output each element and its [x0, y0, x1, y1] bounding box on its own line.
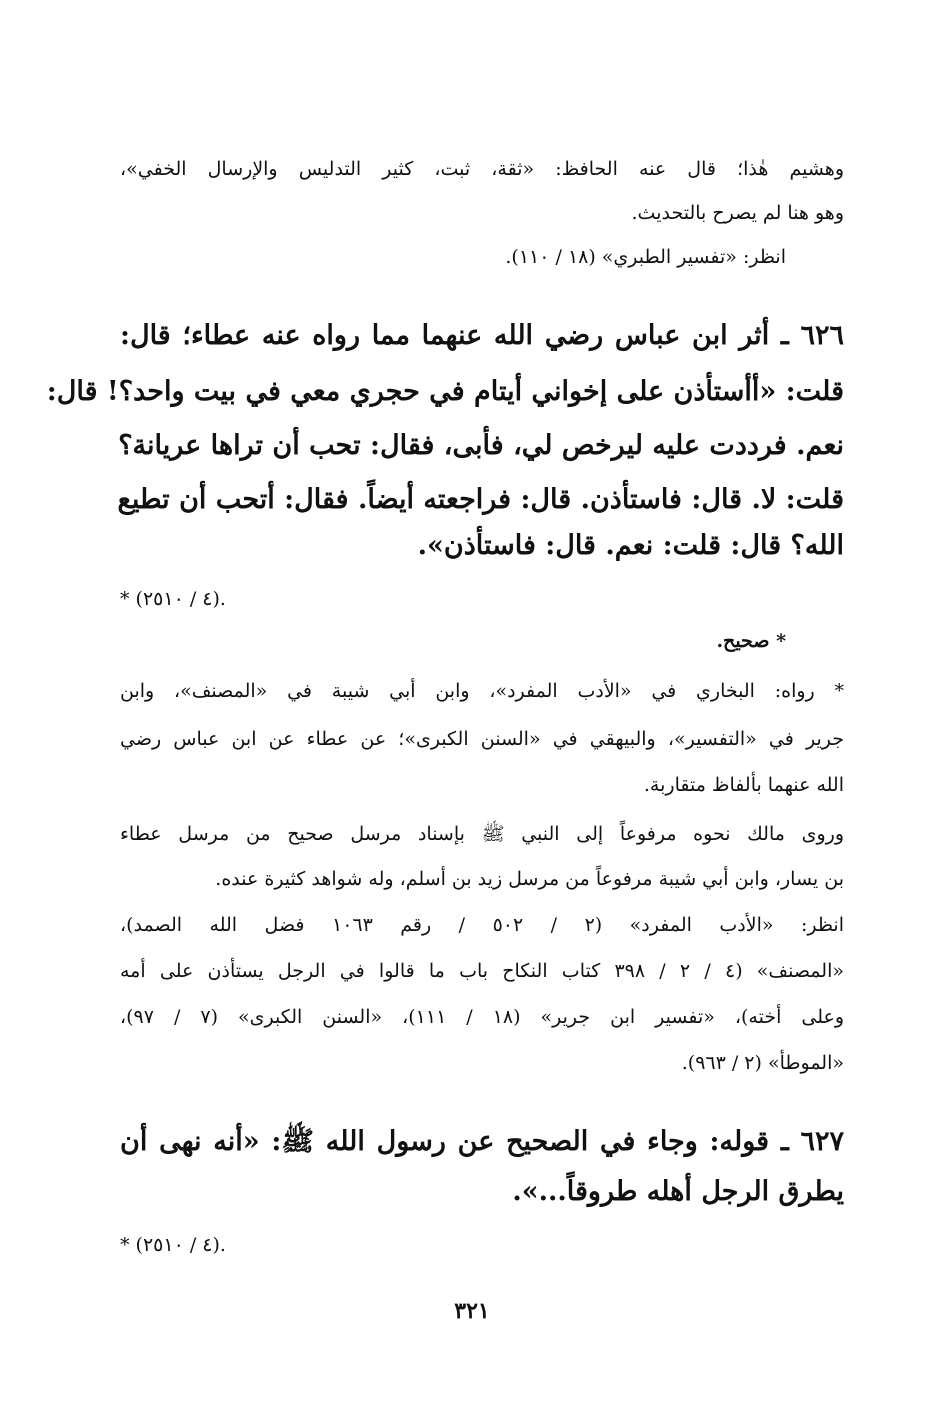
- reference-line: * (٤ / ٢٥١٠).: [120, 1234, 226, 1256]
- body-line: وعلى أخته)، «تفسير ابن جرير» (١٨ / ١١١)، «السنن الكبرى» (٧ / ٩٧)،: [120, 1006, 844, 1028]
- body-line: «الموطأ» (٢ / ٩٦٣).: [681, 1052, 844, 1074]
- body-line: وروى مالك نحوه مرفوعاً إلى النبي ﷺ بإسناد مرسل صحيح من مرسل عطاء: [120, 823, 844, 845]
- body-line: * رواه: البخاري في «الأدب المفرد»، وابن أبي شيبة في «المصنف»، وابن: [120, 680, 844, 702]
- section-heading-line: ٦٢٧ ـ قوله: وجاء في الصحيح عن رسول الله ﷺ: «أنه نهى أن: [120, 1126, 844, 1157]
- body-line: بن يسار، وابن أبي شيبة مرفوعاً من مرسل زيد بن أسلم، وله شواهد كثيرة عنده.: [215, 868, 844, 890]
- footnote-line: وهشيم هٰذا؛ قال عنه الحافظ: «ثقة، ثبت، كثير التدليس والإرسال الخفي»،: [120, 158, 844, 180]
- body-line: الله عنهما بألفاظ متقاربة.: [643, 774, 844, 796]
- section-heading-line: قلت: لا. قال: فاستأذن. قال: فراجعته أيضاً. فقال: أتحب أن تطيع: [117, 484, 844, 515]
- section-heading-line: قلت: «أأستأذن على إخواني أيتام في حجري معي في بيت واحد؟! قال:: [46, 376, 844, 407]
- body-line: جرير في «التفسير»، والبيهقي في «السنن الكبرى»؛ عن عطاء عن ابن عباس رضي: [120, 728, 844, 750]
- section-heading-line: نعم. فرددت عليه ليرخص لي، فأبى، فقال: تحب أن تراها عريانة؟: [118, 430, 844, 461]
- section-heading-line: الله؟ قال: قلت: نعم. قال: فاستأذن».: [417, 530, 844, 561]
- page-number: ٣٢١: [454, 1298, 490, 1324]
- section-heading-line: يطرق الرجل أهله طروقاً...».: [512, 1176, 844, 1207]
- reference-line: * (٤ / ٢٥١٠).: [120, 588, 226, 610]
- body-line: «المصنف» (٤ / ٢ / ٣٩٨ كتاب النكاح باب ما قالوا في الرجل يستأذن على أمه: [120, 960, 844, 982]
- grading-line: * صحيح.: [716, 630, 786, 652]
- body-line: انظر: «الأدب المفرد» (٢ / ٥٠٢ / رقم ١٠٦٣ فضل الله الصمد)،: [120, 914, 844, 936]
- footnote-line: وهو هنا لم يصرح بالتحديث.: [631, 202, 844, 224]
- section-heading-line: ٦٢٦ ـ أثر ابن عباس رضي الله عنهما مما رواه عنه عطاء؛ قال:: [120, 320, 844, 351]
- footnote-line: انظر: «تفسير الطبري» (١٨ / ١١٠).: [505, 246, 786, 268]
